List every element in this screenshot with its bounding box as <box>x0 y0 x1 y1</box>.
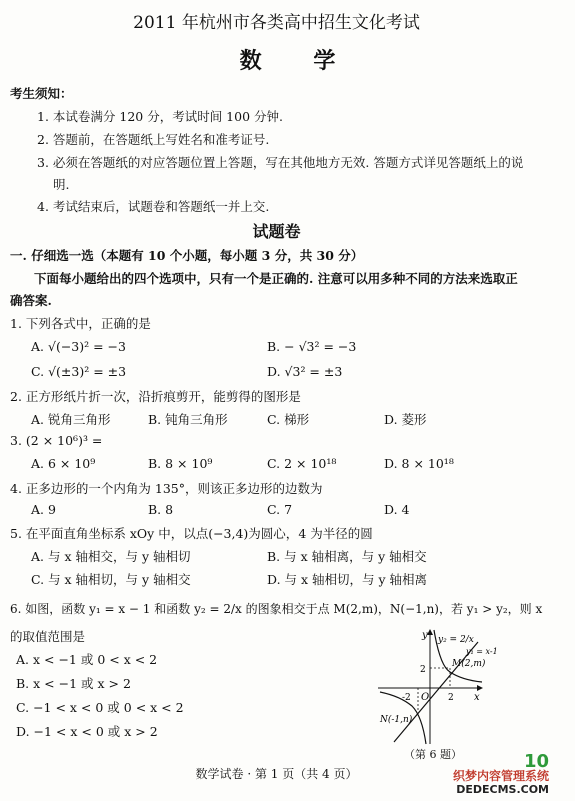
option-b: B. 钝角三角形 <box>148 412 228 427</box>
option-c: C. 梯形 <box>267 412 310 427</box>
watermark-logo: 10 <box>523 751 549 772</box>
line-y1 <box>394 642 478 742</box>
question-stem: 1. 下列各式中，正确的是 <box>10 316 151 331</box>
option-a: A. 6 × 10⁹ <box>31 456 96 471</box>
page-footer: 数学试卷 · 第 1 页（共 4 页） <box>195 767 358 781</box>
option-d: D. 菱形 <box>384 412 427 427</box>
site-watermark <box>452 751 549 797</box>
option-b: B. 与 x 轴相离，与 y 轴相交 <box>267 549 427 564</box>
part-heading: 一. 仔细选一选（本题有 10 个小题，每小题 3 分，共 30 分） <box>10 248 364 263</box>
question-stem: 4. 正多边形的一个内角为 135°，则该正多边形的边数为 <box>10 481 323 496</box>
function-graph <box>378 626 498 746</box>
option-b: B. x < −1 或 x > 2 <box>16 676 131 691</box>
option-d: D. 8 × 10¹⁸ <box>384 456 454 471</box>
option-a: A. √(−3)² = −3 <box>31 339 126 354</box>
x-tick-neg-label: -2 <box>402 693 411 703</box>
question-stem: 6. 如图，函数 y₁ = x − 1 和函数 y₂ = 2/x 的图象相交于点 M(2,m)，N(−1,n)，若 y₁ > y₂，则 x <box>10 602 543 616</box>
question-stem: 3. (2 × 10⁶)³ = <box>10 433 103 448</box>
option-d: D. 与 x 轴相切，与 y 轴相离 <box>267 572 428 587</box>
option-a: A. 与 x 轴相交，与 y 轴相切 <box>31 549 191 564</box>
point-m-label: M(2,m) <box>452 659 486 669</box>
option-b: B. 8 × 10⁹ <box>148 456 213 471</box>
option-a: A. 锐角三角形 <box>31 412 111 427</box>
notice-item: 4. 考试结束后，试题卷和答题纸一并上交. <box>37 199 270 214</box>
watermark-url: DEDECMS.COM <box>456 783 549 796</box>
option-d: D. √3² = ±3 <box>267 364 343 379</box>
notice-heading: 考生须知： <box>10 86 73 101</box>
question-stem-cont: 的取值范围是 <box>10 629 86 644</box>
label-y2: y₂ = 2/x <box>438 635 474 645</box>
x-axis-label: x <box>474 692 480 703</box>
option-d: D. 4 <box>384 502 410 517</box>
option-d: D. −1 < x < 0 或 x > 2 <box>16 724 158 739</box>
part-instruction: 确答案. <box>10 293 52 308</box>
x-tick-pos-label: 2 <box>448 693 454 703</box>
option-c: C. 与 x 轴相切，与 y 轴相交 <box>31 572 191 587</box>
watermark-site-name: 织梦内容管理系统 <box>452 769 549 783</box>
figure-caption: （第 6 题） <box>404 748 462 761</box>
origin-label: O <box>421 692 430 703</box>
exam-title: 2011 年杭州市各类高中招生文化考试 <box>133 13 420 33</box>
option-c: C. 7 <box>267 502 293 517</box>
option-c: C. 2 × 10¹⁸ <box>267 456 337 471</box>
notice-item: 明. <box>53 177 70 192</box>
section-title: 试题卷 <box>252 222 301 241</box>
option-a: A. 9 <box>31 502 56 517</box>
option-b: B. − √3² = −3 <box>267 339 357 354</box>
y-tick-label: 2 <box>420 665 426 675</box>
question-stem: 5. 在平面直角坐标系 xOy 中，以点(−3,4)为圆心，4 为半径的圆 <box>10 526 373 541</box>
question-stem: 2. 正方形纸片折一次，沿折痕剪开，能剪得的图形是 <box>10 389 301 404</box>
option-c: C. −1 < x < 0 或 0 < x < 2 <box>16 700 184 715</box>
option-b: B. 8 <box>148 502 174 517</box>
point-n-label: N(-1,n) <box>380 715 413 725</box>
label-y1: y₁ = x-1 <box>466 647 498 656</box>
notice-item: 3. 必须在答题纸的对应答题位置上答题，写在其他地方无效. 答题方式详见答题纸上的说 <box>37 155 524 170</box>
notice-item: 1. 本试卷满分 120 分，考试时间 100 分钟. <box>37 109 283 124</box>
option-c: C. √(±3)² = ±3 <box>31 364 127 379</box>
notice-item: 2. 答题前，在答题纸上写姓名和准考证号. <box>37 132 270 147</box>
y-axis-label: y <box>422 630 428 641</box>
part-instruction: 下面每小题给出的四个选项中，只有一个是正确的. 注意可以用多种不同的方法来选取正 <box>34 271 518 286</box>
option-a: A. x < −1 或 0 < x < 2 <box>16 652 158 667</box>
subject-title: 数 学 <box>239 48 358 74</box>
